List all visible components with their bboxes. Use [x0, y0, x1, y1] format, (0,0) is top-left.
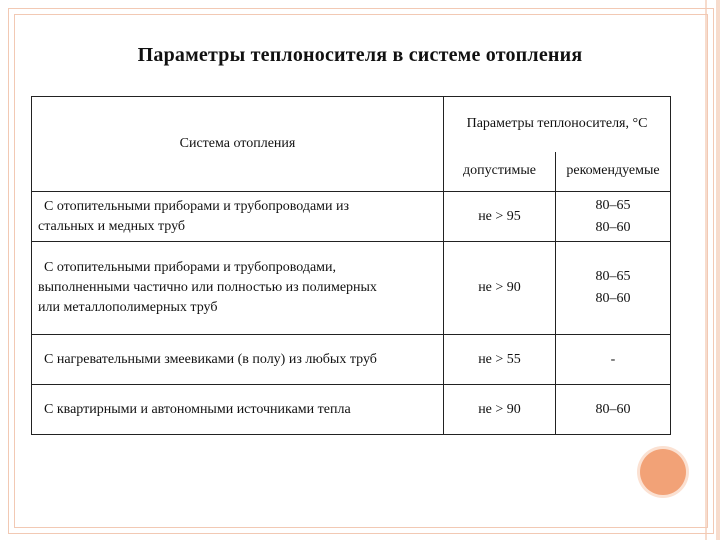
row-allowed-cell	[444, 242, 556, 335]
row-allowed-value: не > 90	[478, 280, 521, 295]
decorative-right-band	[716, 0, 720, 540]
row-allowed-value: не > 90	[478, 401, 521, 417]
table-row	[32, 335, 671, 385]
row-recommended-value: 80–60	[595, 219, 631, 235]
row-system-cell	[32, 242, 444, 335]
header-system-cell	[32, 97, 444, 192]
header-params-cell	[444, 97, 671, 152]
header-recommended-label: рекомендуемые	[566, 163, 660, 179]
row-recommended-value: 80–65	[595, 269, 631, 284]
row-allowed-cell	[444, 335, 556, 385]
header-system-label: Система отопления	[179, 136, 296, 151]
row-system-line: С квартирными и автономными источниками тепла	[44, 401, 351, 417]
row-recommended-value: -	[610, 351, 616, 367]
row-recommended-value: 80–60	[595, 401, 631, 417]
row-system-cell	[32, 192, 444, 242]
table-row	[32, 242, 671, 335]
row-system-line: С нагревательными змеевиками (в полу) из любых труб	[44, 351, 377, 367]
row-system-cell	[32, 385, 444, 435]
page-title: Параметры теплоносителя в системе отопления	[137, 44, 583, 66]
row-allowed-value: не > 55	[478, 351, 521, 367]
decorative-circle	[640, 449, 686, 495]
row-system-line: выполненными частично или полностью из полимерных	[38, 280, 377, 295]
row-allowed-value: не > 95	[478, 208, 521, 224]
row-allowed-cell	[444, 385, 556, 435]
row-system-line: или металлополимерных труб	[38, 300, 218, 315]
header-row-1	[32, 97, 671, 152]
row-allowed-cell	[444, 192, 556, 242]
table-row	[32, 192, 671, 242]
row-system-line: стальных и медных труб	[38, 218, 186, 234]
row-system-line: С отопительными приборами и трубопроводами из	[44, 198, 350, 214]
header-params-label: Параметры теплоносителя, °С	[466, 116, 648, 132]
decorative-right-band-inner	[705, 0, 707, 540]
row-system-cell	[32, 335, 444, 385]
row-recommended-value: 80–60	[595, 291, 631, 306]
header-allowed-label: допустимые	[463, 163, 536, 179]
row-system-line: С отопительными приборами и трубопроводами,	[44, 260, 337, 275]
row-recommended-cell	[556, 335, 671, 385]
header-recommended-cell	[556, 152, 671, 192]
row-recommended-cell	[556, 242, 671, 335]
row-recommended-value: 80–65	[595, 197, 631, 213]
header-allowed-cell	[444, 152, 556, 192]
parameters-table	[31, 96, 671, 435]
row-recommended-cell	[556, 192, 671, 242]
row-recommended-cell	[556, 385, 671, 435]
table-row	[32, 385, 671, 435]
